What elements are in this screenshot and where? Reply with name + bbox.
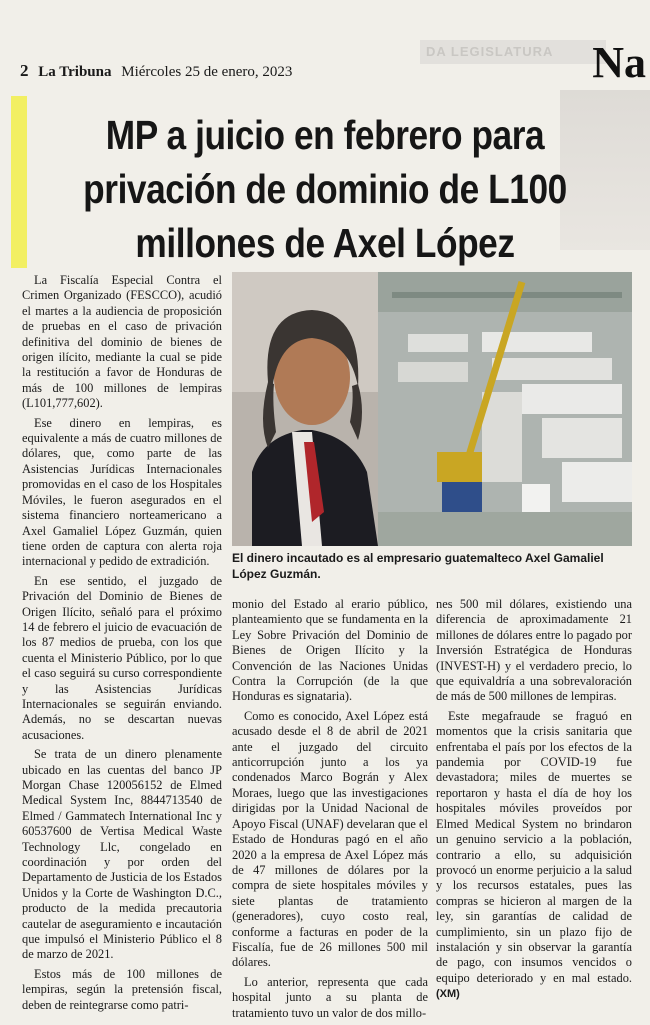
paragraph: En ese sentido, el juzgado de Privación del Dominio de Bienes de Origen Ilícito, señaló para el próximo 14 de febrero el juicio de evacuación de los 87 medios de prueba, con los que cuenta el Ministerio Público, por lo que el caso seguirá su curso correspondiente y las Asistencias Jurídicas Internacionales se seguirán enviando. Además, no se descartan nuevas acusaciones.	[22, 573, 222, 742]
paragraph: nes 500 mil dólares, existiendo una diferencia de aproximadamente 21 millones de dólares entre lo pagado por Inversión Estratégica de Honduras (INVEST-H) y el verdadero precio, lo que equivaldría a una sobrevaloración de más de 500 millones de lempiras.	[436, 597, 632, 704]
article-photo	[232, 272, 632, 546]
page-header	[20, 60, 620, 82]
paragraph: Lo anterior, representa que cada hospital junto a su planta de tratamiento tuvo un valor de dos millo-	[232, 974, 428, 1020]
highlighter-mark	[11, 96, 27, 268]
newspaper-name: La Tribuna	[38, 64, 112, 80]
page-number: 2	[20, 61, 29, 80]
paragraph: Como es conocido, Axel López está acusado desde el 8 de abril de 2021 ante el juzgado del circuito anticorrupción junto a los ya condenados Marco Bográn y Alex Moraes, luego que las investigaciones dirigidas por la Unidad Nacional de Apoyo Fiscal (UNAF) develaran que el Estado de Honduras pagó en el año 2020 a la empresa de Axel López más de 47 millones de dólares por la compra de siete hospitales móviles y siete plantas de tratamiento (generadores), cuyo costo real, conforme a facturas en poder de la Fiscalía, fue de 26 millones 500 mil dólares.	[232, 708, 428, 970]
paragraph: Se trata de un dinero plenamente ubicado en las cuentas del banco JP Morgan Chase 120056152 de Elmed Medical System Inc, 8844713540 de Elmed / Gammatech International Inc y 60537600 de Vertisa Medical Waste Technology Llc, congelado en coordinación y por orden del Departamento de Justicia de los Estados Unidos y la Corte de Washington D.C., producto de la medida precautoria cautelar de aseguramiento e incautación que impulsó el Ministerio Público el 8 de marzo de 2021.	[22, 747, 222, 962]
article-column-1	[22, 273, 222, 1017]
article-column-2	[232, 597, 428, 1025]
section-label: Na	[592, 38, 646, 87]
issue-date: Miércoles 25 de enero, 2023	[121, 64, 293, 80]
paragraph: Ese dinero en lempiras, es equivalente a más de cuatro millones de dólares, que, como parte de las Asistencias Jurídicas Internacionales promovidas en el caso de los Hospitales Móviles, le fueron asegurados en el sistema financiero norteamericano a Axel Gamaliel López Guzmán, quien tiene orden de captura con alerta roja internacional y pedido de extradición.	[22, 415, 222, 569]
paragraph: La Fiscalía Especial Contra el Crimen Organizado (FESCCO), acudió el martes a la audiencia de proposición de pruebas en el caso de privación definitiva del dominio de bienes de origen ilícito, mediante la cual se pide la restitución a favor de Honduras de más de 100 millones de lempiras (L101,777,602).	[22, 273, 222, 411]
author-initials: (XM)	[436, 988, 460, 1001]
paragraph	[436, 709, 632, 1003]
paragraph: Estos más de 100 millones de lempiras, según la pretensión fiscal, deben de reintegrarse como patri-	[22, 966, 222, 1012]
photo-caption: El dinero incautado es al empresario guatemalteco Axel Gamaliel López Guzmán.	[232, 551, 604, 581]
article-column-3	[436, 597, 632, 1007]
bleed-through-banner: DA LEGISLATURA	[420, 40, 606, 64]
headline: MP a juicio en febrero para privación de dominio de L100 millones de Axel López	[83, 112, 567, 266]
photo-collage	[232, 272, 632, 546]
paragraph-text: Este megafraude se fraguó en momentos que la crisis sanitaria que enfrentaba el país por los efectos de la pandemia por COVID-19 fue devastadora; miles de muertes se reportaron y hasta el día de hoy los hospitales móviles proveídos por Elmed Medical System no brindaron un genuino servicio a la población, contrario a ello, su adquisición provocó un enorme perjuicio a la salud y los recursos estatales, pues las compras se hicieron al margen de la ley, sin garantías de calidad de cumplimiento, sin un plazo fijo de instalación y sin observar la garantía de pago, con insumos vencidos o equipo deteriorado y en mal estado.	[436, 708, 632, 985]
paragraph: monio del Estado al erario público, planteamiento que se fundamenta en la Ley Sobre Privación del Dominio de Bienes de Origen Ilícito y la Convención de las Naciones Unidas Contra la Corrupción (de la que Honduras es signataria).	[232, 597, 428, 704]
